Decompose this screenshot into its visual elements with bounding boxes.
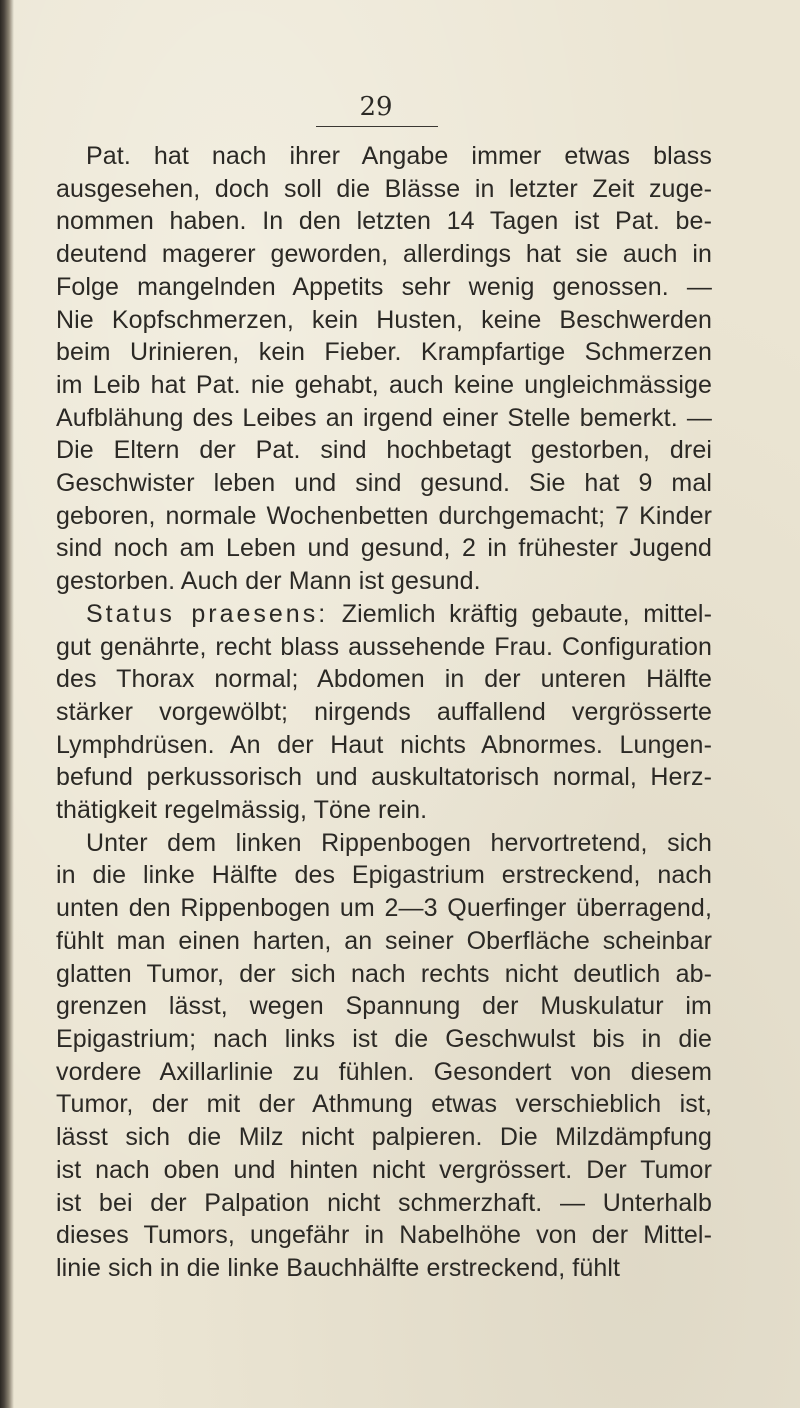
text-line: deutend magerer geworden, allerdings hat sie auch in — [56, 240, 712, 269]
text-line: ausgesehen, doch soll die Blässe in letzter Zeit zuge- — [56, 174, 712, 203]
body-text — [56, 140, 712, 1285]
paragraph-tumor-findings — [56, 827, 712, 1285]
text-line: beim Urinieren, kein Fieber. Krampfartige Schmerzen — [56, 338, 712, 367]
text-line: lässt sich die Milz nicht palpieren. Die Milzdämpfung — [56, 1123, 712, 1152]
text-line: im Leib hat Pat. nie gehabt, auch keine ungleichmässige — [56, 370, 712, 399]
text-line: Aufblähung des Leibes an irgend einer Stelle bemerkt. — — [56, 403, 712, 432]
text-line: vordere Axillarlinie zu fühlen. Gesondert von diesem — [56, 1057, 712, 1086]
text-line: grenzen lässt, wegen Spannung der Muskulatur im — [56, 992, 712, 1021]
text-line: stärker vorgewölbt; nirgends auffallend vergrösserte — [56, 697, 712, 726]
paragraph-anamnesis — [56, 140, 712, 598]
text-line: nommen haben. In den letzten 14 Tagen ist Pat. be- — [56, 207, 712, 236]
text-line: geboren, normale Wochenbetten durchgemacht; 7 Kinder — [56, 501, 712, 530]
text-line: des Thorax normal; Abdomen in der unteren Hälfte — [56, 665, 712, 694]
text-line: dieses Tumors, ungefähr in Nabelhöhe von der Mittel- — [56, 1221, 712, 1250]
status-praesens-heading: Status praesens: — [86, 599, 329, 628]
text-line: Lymphdrüsen. An der Haut nichts Abnormes. Lungen- — [56, 730, 712, 759]
text-line: Geschwister leben und sind gesund. Sie hat 9 mal — [56, 469, 712, 498]
text-line: fühlt man einen harten, an seiner Oberfläche scheinbar — [56, 926, 712, 955]
text-line: befund perkussorisch und auskultatorisch normal, Herz- — [56, 763, 712, 792]
text-line: sind noch am Leben und gesund, 2 in frühester Jugend — [56, 534, 712, 563]
text-line: Epigastrium; nach links ist die Geschwulst bis in die — [56, 1024, 712, 1053]
text-line: Die Eltern der Pat. sind hochbetagt gestorben, drei — [56, 436, 712, 465]
text-line-continuation: Ziemlich kräftig gebaute, mittel- — [328, 599, 712, 628]
page-number: 29 — [359, 92, 393, 122]
text-line: Unter dem linken Rippenbogen hervortretend, sich — [86, 828, 712, 857]
text-line: Folge mangelnden Appetits sehr wenig genossen. — — [56, 272, 712, 301]
text-line: Pat. hat nach ihrer Angabe immer etwas blass — [86, 142, 712, 170]
text-line: in die linke Hälfte des Epigastrium erstreckend, nach — [56, 861, 712, 890]
page-number-rule — [316, 126, 438, 127]
text-line: gestorben. Auch der Mann ist gesund. — [56, 567, 481, 596]
text-line: thätigkeit regelmässig, Töne rein. — [56, 796, 428, 825]
paragraph-status-praesens — [56, 598, 712, 827]
text-line: linie sich in die linke Bauchhälfte erstreckend, fühlt — [56, 1253, 621, 1282]
text-line: Tumor, der mit der Athmung etwas verschieblich ist, — [56, 1090, 712, 1119]
text-line: ist bei der Palpation nicht schmerzhaft. — Unterhalb — [56, 1188, 712, 1217]
text-line: ist nach oben und hinten nicht vergrössert. Der Tumor — [56, 1155, 712, 1184]
text-line: gut genährte, recht blass aussehende Frau. Configuration — [56, 632, 712, 661]
text-line: unten den Rippenbogen um 2—3 Querfinger überragend, — [56, 894, 712, 923]
text-line: Nie Kopfschmerzen, kein Husten, keine Beschwerden — [56, 305, 712, 334]
book-binding-edge — [0, 0, 14, 1408]
text-line: glatten Tumor, der sich nach rechts nicht deutlich ab- — [56, 959, 712, 988]
text-line — [56, 598, 712, 631]
